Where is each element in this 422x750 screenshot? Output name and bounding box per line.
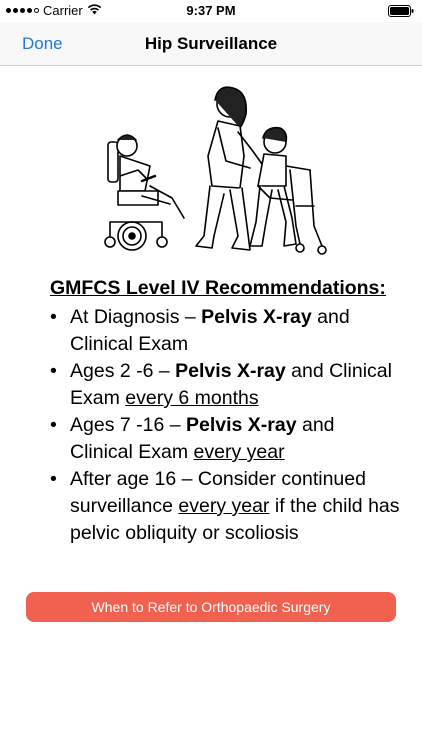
page-title: Hip Surveillance xyxy=(144,34,278,53)
done-button[interactable]: Done xyxy=(22,34,63,53)
walker-icon xyxy=(250,128,326,254)
item-text: At Diagnosis – xyxy=(70,306,202,328)
wheelchair-icon xyxy=(105,135,184,250)
carrier-label: Carrier xyxy=(43,3,83,18)
recommendation-item xyxy=(50,466,400,547)
refer-to-orthopaedic-surgery-button[interactable]: When to Refer to Orthopaedic Surgery xyxy=(26,592,396,622)
recommendations-heading: GMFCS Level IV Recommendations: xyxy=(50,277,386,299)
item-underline-text: every year xyxy=(178,495,270,517)
item-text: After age 16 – Consider continued surveillance xyxy=(70,468,366,517)
recommendations-list xyxy=(50,304,400,547)
item-text: and Clinical Exam xyxy=(70,306,350,355)
item-bold-text: Pelvis X-ray xyxy=(175,360,286,382)
item-text: Ages 2 -6 – xyxy=(70,360,176,382)
navigation-bar xyxy=(0,22,422,66)
item-text: if the child has pelvic obliquity or scoliosis xyxy=(70,495,400,544)
item-text: and Clinical Exam xyxy=(70,360,392,409)
item-bold-text: Pelvis X-ray xyxy=(201,306,312,328)
item-underline-text: every 6 months xyxy=(125,387,259,409)
recommendation-item xyxy=(50,304,400,358)
recommendation-item xyxy=(50,358,400,412)
item-bold-text: Pelvis X-ray xyxy=(186,414,297,436)
battery-icon xyxy=(388,5,414,20)
item-text: and Clinical Exam xyxy=(70,414,335,463)
status-time: 9:37 PM xyxy=(186,3,236,18)
item-underline-text: every year xyxy=(193,441,285,463)
recommendations-section xyxy=(50,275,400,547)
caregiver-icon xyxy=(196,87,262,250)
wheelchair-and-walker-illustration xyxy=(100,86,332,258)
status-bar xyxy=(0,0,422,22)
recommendation-item xyxy=(50,412,400,466)
item-text: Ages 7 -16 – xyxy=(70,414,186,436)
